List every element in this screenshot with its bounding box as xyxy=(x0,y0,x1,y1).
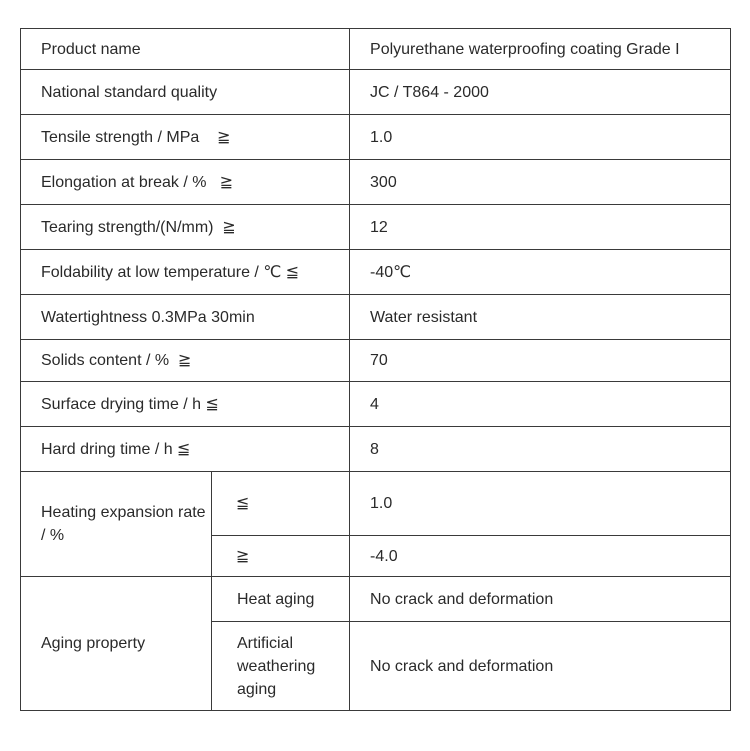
row-value: Water resistant xyxy=(350,295,731,340)
row-label: Hard dring time / h ≦ xyxy=(21,427,350,472)
table-row xyxy=(21,295,731,340)
table-row xyxy=(21,115,731,160)
row-label: Elongation at break / % ≧ xyxy=(21,160,350,205)
row-label: Product name xyxy=(21,29,350,70)
aging-property-label: Aging property xyxy=(21,577,212,711)
row-value: JC / T864 - 2000 xyxy=(350,70,731,115)
aging-type: Heat aging xyxy=(212,577,350,622)
row-value: 70 xyxy=(350,340,731,382)
table-row xyxy=(21,382,731,427)
row-value: 8 xyxy=(350,427,731,472)
table-row xyxy=(21,427,731,472)
row-label: Watertightness 0.3MPa 30min xyxy=(21,295,350,340)
table-row xyxy=(21,205,731,250)
row-value: Polyurethane waterproofing coating Grade I xyxy=(350,29,731,70)
table-row xyxy=(21,340,731,382)
heating-expansion-label: Heating expansion rate / % xyxy=(21,472,212,577)
row-label: Surface drying time / h ≦ xyxy=(21,382,350,427)
row-label: Foldability at low temperature / ℃ ≦ xyxy=(21,250,350,295)
table-row xyxy=(21,160,731,205)
table-row xyxy=(21,29,731,70)
heating-expansion-value: 1.0 xyxy=(350,472,731,536)
heating-expansion-value: -4.0 xyxy=(350,536,731,577)
row-label: Solids content / % ≧ xyxy=(21,340,350,382)
row-label: Tensile strength / MPa ≧ xyxy=(21,115,350,160)
table-row xyxy=(21,472,731,536)
aging-type: Artificial weathering aging xyxy=(212,622,350,711)
table-row xyxy=(21,577,731,622)
heating-expansion-symbol: ≧ xyxy=(212,536,350,577)
row-value: 12 xyxy=(350,205,731,250)
table-row xyxy=(21,70,731,115)
row-value: 1.0 xyxy=(350,115,731,160)
spec-table xyxy=(20,28,731,711)
heating-expansion-symbol: ≦ xyxy=(212,472,350,536)
row-value: 4 xyxy=(350,382,731,427)
row-value: -40℃ xyxy=(350,250,731,295)
row-value: 300 xyxy=(350,160,731,205)
table-row xyxy=(21,250,731,295)
aging-value: No crack and deformation xyxy=(350,577,731,622)
row-label: National standard quality xyxy=(21,70,350,115)
aging-value: No crack and deformation xyxy=(350,622,731,711)
row-label: Tearing strength/(N/mm) ≧ xyxy=(21,205,350,250)
